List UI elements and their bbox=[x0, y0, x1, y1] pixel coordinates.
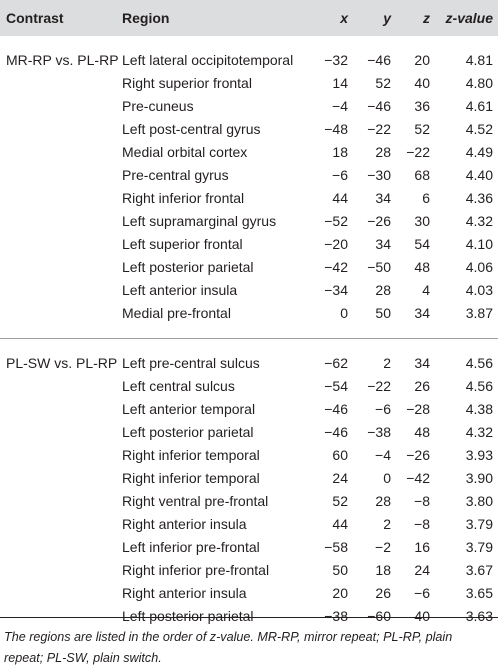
table-row bbox=[0, 513, 498, 536]
x-cell: 44 bbox=[332, 190, 348, 206]
spacer-cell bbox=[0, 36, 498, 49]
z-cell: −6 bbox=[414, 585, 430, 601]
contrast-empty bbox=[0, 444, 122, 467]
zvalue-cell: 3.79 bbox=[465, 539, 493, 555]
zvalue-cell: 4.40 bbox=[465, 167, 493, 183]
x-cell: −58 bbox=[324, 539, 348, 555]
contrast-empty bbox=[0, 398, 122, 421]
z-cell: −42 bbox=[406, 470, 430, 486]
region-cell: Pre-central gyrus bbox=[122, 167, 229, 183]
y-cell: −60 bbox=[367, 608, 391, 624]
header-row bbox=[0, 0, 498, 36]
y-cell: 28 bbox=[375, 144, 391, 160]
contrast-empty bbox=[0, 118, 122, 141]
x-cell: −46 bbox=[324, 424, 348, 440]
z-cell: 40 bbox=[414, 75, 430, 91]
region-cell: Medial pre-frontal bbox=[122, 305, 231, 321]
zvalue-cell: 3.63 bbox=[465, 608, 493, 624]
y-cell: 2 bbox=[383, 516, 391, 532]
zvalue-cell: 4.32 bbox=[465, 213, 493, 229]
z-cell: −26 bbox=[406, 447, 430, 463]
table-row bbox=[0, 467, 498, 490]
region-cell: Left post-central gyrus bbox=[122, 121, 261, 137]
region-cell: Left central sulcus bbox=[122, 378, 235, 394]
table-row bbox=[0, 559, 498, 582]
contrast-empty bbox=[0, 72, 122, 95]
spacer-cell bbox=[0, 339, 498, 352]
contrast-empty bbox=[0, 421, 122, 444]
region-cell: Right ventral pre-frontal bbox=[122, 493, 269, 509]
z-cell: 68 bbox=[414, 167, 430, 183]
header-contrast: Contrast bbox=[6, 10, 64, 26]
header-z: z bbox=[423, 10, 430, 26]
table-body bbox=[0, 36, 498, 641]
contrast-empty bbox=[0, 467, 122, 490]
contrast-empty bbox=[0, 233, 122, 256]
table-row bbox=[0, 95, 498, 118]
y-cell: −26 bbox=[367, 213, 391, 229]
header-region: Region bbox=[122, 10, 170, 26]
contrast-empty bbox=[0, 256, 122, 279]
region-cell: Left anterior insula bbox=[122, 282, 238, 298]
z-cell: −22 bbox=[406, 144, 430, 160]
y-cell: −50 bbox=[367, 259, 391, 275]
z-cell: −28 bbox=[406, 401, 430, 417]
z-cell: −8 bbox=[414, 493, 430, 509]
region-cell: Left supramarginal gyrus bbox=[122, 213, 277, 229]
x-cell: −62 bbox=[324, 355, 348, 371]
group-spacer bbox=[0, 36, 498, 49]
y-cell: 34 bbox=[375, 190, 391, 206]
x-cell: 44 bbox=[332, 516, 348, 532]
table-row bbox=[0, 582, 498, 605]
zvalue-cell: 4.38 bbox=[465, 401, 493, 417]
zvalue-cell: 4.03 bbox=[465, 282, 493, 298]
header-y: y bbox=[383, 10, 391, 26]
x-cell: 60 bbox=[332, 447, 348, 463]
table-row bbox=[0, 490, 498, 513]
x-cell: 20 bbox=[332, 585, 348, 601]
header-zvalue bbox=[438, 0, 498, 36]
table-row bbox=[0, 256, 498, 279]
y-cell: 0 bbox=[383, 470, 391, 486]
zvalue-cell: 4.81 bbox=[465, 52, 493, 68]
z-cell: −8 bbox=[414, 516, 430, 532]
y-cell: 2 bbox=[383, 355, 391, 371]
zvalue-cell: 3.90 bbox=[465, 470, 493, 486]
x-cell: 50 bbox=[332, 562, 348, 578]
table-row bbox=[0, 118, 498, 141]
z-cell: 48 bbox=[414, 259, 430, 275]
y-cell: 28 bbox=[375, 493, 391, 509]
table-footer bbox=[0, 617, 498, 669]
region-cell: Left superior frontal bbox=[122, 236, 243, 252]
table-row bbox=[0, 398, 498, 421]
table-row bbox=[0, 352, 498, 375]
spacer-cell bbox=[0, 325, 498, 339]
region-cell: Medial orbital cortex bbox=[122, 144, 248, 160]
z-cell: 40 bbox=[414, 608, 430, 624]
z-cell: 48 bbox=[414, 424, 430, 440]
region-cell: Right anterior insula bbox=[122, 516, 247, 532]
table-row bbox=[0, 302, 498, 325]
y-cell: −38 bbox=[367, 424, 391, 440]
x-cell: −52 bbox=[324, 213, 348, 229]
region-cell: Right inferior frontal bbox=[122, 190, 245, 206]
header-x: x bbox=[340, 10, 348, 26]
zvalue-cell: 3.93 bbox=[465, 447, 493, 463]
region-cell: Right inferior pre-frontal bbox=[122, 562, 270, 578]
zvalue-cell: 4.49 bbox=[465, 144, 493, 160]
zvalue-cell: 4.06 bbox=[465, 259, 493, 275]
zvalue-cell: 3.80 bbox=[465, 493, 493, 509]
z-cell: 4 bbox=[422, 282, 430, 298]
zvalue-cell: 4.10 bbox=[465, 236, 493, 252]
x-cell: 24 bbox=[332, 470, 348, 486]
y-cell: 28 bbox=[375, 282, 391, 298]
group-spacer bbox=[0, 339, 498, 352]
zvalue-cell: 4.56 bbox=[465, 378, 493, 394]
region-cell: Left anterior temporal bbox=[122, 401, 256, 417]
x-cell: −4 bbox=[332, 98, 348, 114]
x-cell: −46 bbox=[324, 401, 348, 417]
zvalue-cell: 3.65 bbox=[465, 585, 493, 601]
contrast-empty bbox=[0, 513, 122, 536]
z-cell: 36 bbox=[414, 98, 430, 114]
table-row bbox=[0, 164, 498, 187]
region-cell: Right superior frontal bbox=[122, 75, 252, 91]
contrast-empty bbox=[0, 164, 122, 187]
z-cell: 54 bbox=[414, 236, 430, 252]
x-cell: 52 bbox=[332, 493, 348, 509]
zvalue-cell: 3.87 bbox=[465, 305, 493, 321]
z-cell: 20 bbox=[414, 52, 430, 68]
region-cell: Pre-cuneus bbox=[122, 98, 194, 114]
contrast-empty bbox=[0, 95, 122, 118]
y-cell: 52 bbox=[375, 75, 391, 91]
table-row bbox=[0, 210, 498, 233]
contrast-empty bbox=[0, 582, 122, 605]
x-cell: −32 bbox=[324, 52, 348, 68]
x-cell: 0 bbox=[340, 305, 348, 321]
zvalue-cell: 4.32 bbox=[465, 424, 493, 440]
y-cell: 50 bbox=[375, 305, 391, 321]
z-cell: 6 bbox=[422, 190, 430, 206]
y-cell: 18 bbox=[375, 562, 391, 578]
table-row bbox=[0, 444, 498, 467]
zvalue-cell: 3.79 bbox=[465, 516, 493, 532]
x-cell: −38 bbox=[324, 608, 348, 624]
contrast-empty bbox=[0, 302, 122, 325]
contrast-empty bbox=[0, 559, 122, 582]
y-cell: 26 bbox=[375, 585, 391, 601]
zvalue-cell: 4.80 bbox=[465, 75, 493, 91]
contrast-empty bbox=[0, 141, 122, 164]
region-cell: Right anterior insula bbox=[122, 585, 247, 601]
z-cell: 16 bbox=[414, 539, 430, 555]
z-cell: 24 bbox=[414, 562, 430, 578]
y-cell: −22 bbox=[367, 121, 391, 137]
table-row bbox=[0, 72, 498, 95]
y-cell: −4 bbox=[375, 447, 391, 463]
x-cell: −6 bbox=[332, 167, 348, 183]
z-cell: 26 bbox=[414, 378, 430, 394]
y-cell: −30 bbox=[367, 167, 391, 183]
z-cell: 34 bbox=[414, 355, 430, 371]
table-row bbox=[0, 49, 498, 72]
group-spacer bbox=[0, 325, 498, 339]
z-cell: 34 bbox=[414, 305, 430, 321]
x-cell: 14 bbox=[332, 75, 348, 91]
contrast-empty bbox=[0, 375, 122, 398]
region-cell: Left posterior parietal bbox=[122, 608, 254, 624]
x-cell: −34 bbox=[324, 282, 348, 298]
region-cell: Left posterior parietal bbox=[122, 259, 254, 275]
table-row bbox=[0, 233, 498, 256]
region-cell: Right inferior temporal bbox=[122, 447, 260, 463]
y-cell: −46 bbox=[367, 52, 391, 68]
contrast-label: PL-SW vs. PL-RP bbox=[6, 355, 118, 371]
contrast-empty bbox=[0, 490, 122, 513]
table-row bbox=[0, 375, 498, 398]
region-cell: Left pre-central sulcus bbox=[122, 355, 260, 371]
contrast-label: MR-RP vs. PL-RP bbox=[6, 52, 119, 68]
table-header bbox=[0, 0, 498, 36]
contrast-empty bbox=[0, 536, 122, 559]
y-cell: −22 bbox=[367, 378, 391, 394]
region-cell: Left lateral occipitotemporal bbox=[122, 52, 294, 68]
x-cell: −20 bbox=[324, 236, 348, 252]
table-row bbox=[0, 279, 498, 302]
x-cell: −48 bbox=[324, 121, 348, 137]
z-cell: 52 bbox=[414, 121, 430, 137]
y-cell: 34 bbox=[375, 236, 391, 252]
table-row bbox=[0, 141, 498, 164]
y-cell: −6 bbox=[375, 401, 391, 417]
y-cell: −46 bbox=[367, 98, 391, 114]
zvalue-cell: 3.67 bbox=[465, 562, 493, 578]
x-cell: 18 bbox=[332, 144, 348, 160]
header-zvalue-label: z-value bbox=[445, 10, 493, 26]
table-caption: The regions are listed in the order of z-value. MR-RP, mirror repeat; PL-RP, plain repeat; PL-SW, plain switch. bbox=[4, 630, 453, 665]
contrast-empty bbox=[0, 187, 122, 210]
zvalue-cell: 4.52 bbox=[465, 121, 493, 137]
x-cell: −42 bbox=[324, 259, 348, 275]
region-cell: Left posterior parietal bbox=[122, 424, 254, 440]
table-row bbox=[0, 421, 498, 444]
zvalue-cell: 4.36 bbox=[465, 190, 493, 206]
region-cell: Right inferior temporal bbox=[122, 470, 260, 486]
zvalue-cell: 4.56 bbox=[465, 355, 493, 371]
table-row bbox=[0, 536, 498, 559]
z-cell: 30 bbox=[414, 213, 430, 229]
table-row bbox=[0, 187, 498, 210]
x-cell: −54 bbox=[324, 378, 348, 394]
zvalue-cell: 4.61 bbox=[465, 98, 493, 114]
region-cell: Left inferior pre-frontal bbox=[122, 539, 260, 555]
contrast-empty bbox=[0, 279, 122, 302]
y-cell: −2 bbox=[375, 539, 391, 555]
contrast-empty bbox=[0, 210, 122, 233]
